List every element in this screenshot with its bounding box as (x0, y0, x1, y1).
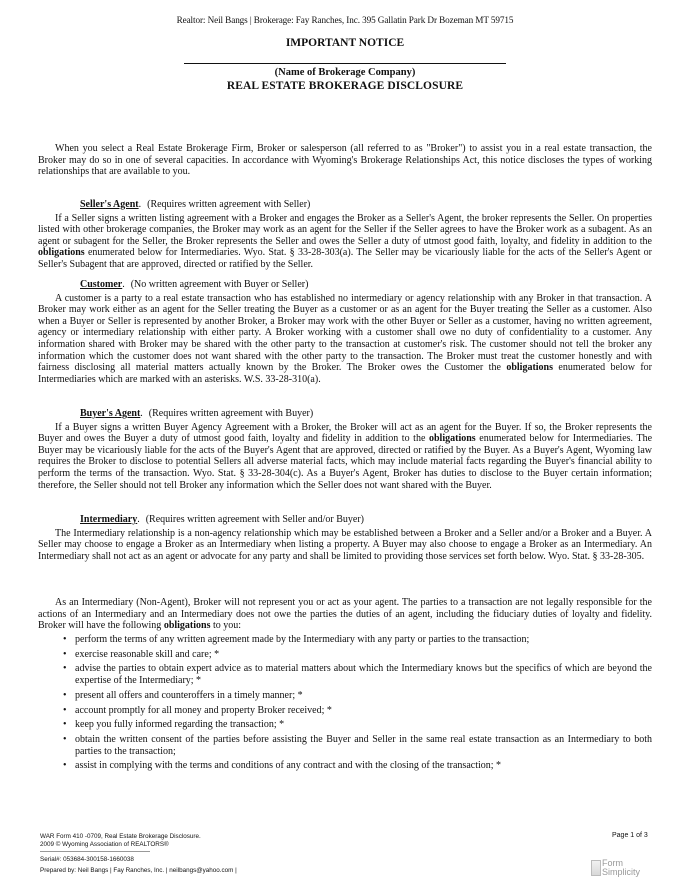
list-item: • perform the terms of any written agreement made by the Intermediary with any party or parties to the transaction; (63, 633, 530, 645)
non-agent-section (38, 597, 652, 775)
list-item: • keep you fully informed regarding the transaction; * (63, 719, 285, 731)
document-icon (591, 860, 601, 876)
bullet-icon: • (63, 633, 67, 645)
customer-note: (No written agreement with Buyer or Seller) (130, 279, 309, 290)
footer-divider (40, 851, 150, 852)
list-item: • exercise reasonable skill and care; * (63, 648, 220, 660)
bullet-icon: • (63, 648, 67, 660)
bullet-icon: • (63, 704, 67, 716)
intermediary-note: (Requires written agreement with Seller and/or Buyer) (145, 514, 364, 525)
list-item: • account promptly for all money and property Broker received; * (63, 704, 332, 716)
form-number: WAR Form 410 -0709, Real Estate Brokerage Disclosure. (40, 833, 201, 840)
sellers-agent-note: (Requires written agreement with Seller) (147, 199, 311, 210)
page-number: Page 1 of 3 (612, 832, 648, 839)
bullet-icon: • (63, 760, 67, 772)
customer-paragraph: A customer is a party to a real estate transaction who has established no intermediary or agency relationship with any Broker in that transaction. A Broker may work either as an agent for the Seller treating the Buyer as a customer or as an agent for the Buyer treating the Seller as a customer. Also when a Buyer or Seller is represented by another Broker, a Broker may work with the other Buyer or Seller as a customer, having no written agreement, agency or intermediary relationship with either party. A Broker working with a customer shall owe no duty of confidentiality to a customer. Any information shared with Broker may be shared with the other party to the transaction at customer's risk. The customer should not tell the broker any information which the customer does not want shared with the other party to the transaction. The Broker must treat the customer honestly and with fairness disclosing all material matters actually known by the Broker. The Broker owes the Customer the obligations enumerated below for Intermediaries which are marked with an asterisks. W.S. 33-28-310(a). (38, 292, 653, 385)
buyers-agent-paragraph: If a Buyer signs a written Buyer Agency Agreement with a Broker, the Broker will act as an agent for the Buyer. If so, the Broker represents the Buyer and owes the Buyer a duty of utmost good faith, loyalty and fidelity in addition to the obligations enumerated below for Intermediaries. The Buyer may be vicariously liable for the acts of the Buyer's Agent that are approved, directed or ratified by the Buyer. As a Buyer's Agent, Wyoming law requires the Broker to disclose to potential Sellers all adverse material facts, which may include material facts regarding the Buyer's financial ability to perform the terms of the transaction. Wyo. Stat. § 33-28-304(c). As a Buyer's Agent, Broker has duties to disclose to the Buyer certain information; therefore, the Seller should not tell Broker any information which the Seller does not want shared with the Buyer. (38, 421, 653, 491)
sellers-agent-heading: Seller's Agent. (Requires written agreement with Seller) (80, 199, 311, 210)
obligations-list (38, 634, 652, 772)
brokerage-company-name-label: (Name of Brokerage Company) (274, 67, 416, 78)
intermediary-label: Intermediary (80, 514, 138, 525)
copyright: 2009 © Wyoming Association of REALTORS® (40, 841, 169, 848)
sellers-agent-paragraph: If a Seller signs a written listing agreement with a Broker and engages the Broker as a Seller's Agent, the broker represents the Seller. On properties listed with other brokerage companies, the Broker may work as an agent for the Seller if the Seller agrees to have the Broker work as a subagent. As an agent or subagent for the Seller, the Broker represents the Seller and owes the Seller a duty of utmost good faith, loyalty, and fidelity in addition to the obligations enumerated below for Intermediaries. Wyo. Stat. § 33-28-303(a). The Seller may be vicariously liable for the acts of the Seller's Agent or Seller's Subagent that are approved, directed or ratified by the Seller. (38, 212, 652, 270)
intermediary-heading: Intermediary. (Requires written agreement with Seller and/or Buyer) (80, 514, 364, 525)
intermediary-paragraph: The Intermediary relationship is a non-agency relationship which may be established between a Broker and a Seller and/or a Broker and a Buyer. A Seller may choose to engage a Broker as an Intermediary when listing a property. A Buyer may also choose to engage a Broker as an Intermediary. An Intermediary shall not act as an agent or advocate for any party and shall be limited to providing those services set forth below. Wyo. Stat. § 33-28-305. (38, 527, 652, 562)
important-notice-title: IMPORTANT NOTICE (285, 37, 405, 49)
customer-heading: Customer. (No written agreement with Buyer or Seller) (80, 279, 309, 290)
sellers-agent-section (38, 199, 652, 271)
form-simplicity-logo: Form Simplicity (591, 858, 655, 880)
non-agent-paragraph: As an Intermediary (Non-Agent), Broker will not represent you or act as your agent. The parties to a transaction are not legally responsible for the actions of an Intermediary and an Intermediary does not owe the parties the duties of an agent, including the fiduciary duties of loyalty and fidelity. Broker will have the following obligations to you: (38, 597, 652, 632)
intro-section (38, 143, 652, 178)
list-item: • present all offers and counteroffers in a timely manner; * (63, 689, 303, 701)
bullet-icon: • (63, 734, 67, 746)
realtor-header: Realtor: Neil Bangs | Brokerage: Fay Ranches, Inc. 395 Gallatin Park Dr Bozeman MT 59715 (176, 15, 514, 25)
company-name-blank-line (184, 63, 506, 64)
sellers-agent-label: Seller's Agent (80, 199, 139, 210)
list-item: • advise the parties to obtain expert advice as to material matters about which the Intermediary knows but the specifics of which are beyond the expertise of the Intermediary; * (63, 663, 652, 686)
intro-paragraph: When you select a Real Estate Brokerage Firm, Broker or salesperson (all referred to as "Broker") to assist you in a real estate transaction, the Broker may do so in one of several capacities. In accordance with Wyoming's Brokerage Relationships Act, this notice discloses the types of working relationships that are available to you. (38, 143, 652, 178)
prepared-by: Prepared by: Neil Bangs | Fay Ranches, Inc. | neilbangs@yahoo.com | (40, 867, 237, 874)
bullet-icon: • (63, 663, 67, 675)
form-info (40, 833, 201, 849)
bullet-icon: • (63, 689, 67, 701)
serial-number: Serial#: 053684-300158-1660038 (40, 856, 134, 863)
disclosure-title: REAL ESTATE BROKERAGE DISCLOSURE (226, 80, 464, 92)
buyers-agent-section (38, 408, 652, 491)
buyers-agent-note: (Requires written agreement with Buyer) (148, 408, 314, 419)
list-item: • assist in complying with the terms and conditions of any contract and with the closing of the transaction; * (63, 760, 502, 772)
buyers-agent-label: Buyer's Agent (80, 408, 141, 419)
bullet-icon: • (63, 719, 67, 731)
customer-section (38, 279, 652, 385)
list-item: • obtain the written consent of the parties before assisting the Buyer and Seller in the same real estate transaction as an Intermediary to both parties to the transaction; (63, 734, 652, 757)
buyers-agent-heading: Buyer's Agent. (Requires written agreement with Buyer) (80, 408, 314, 419)
intermediary-section (38, 514, 652, 562)
customer-label: Customer (80, 279, 123, 290)
